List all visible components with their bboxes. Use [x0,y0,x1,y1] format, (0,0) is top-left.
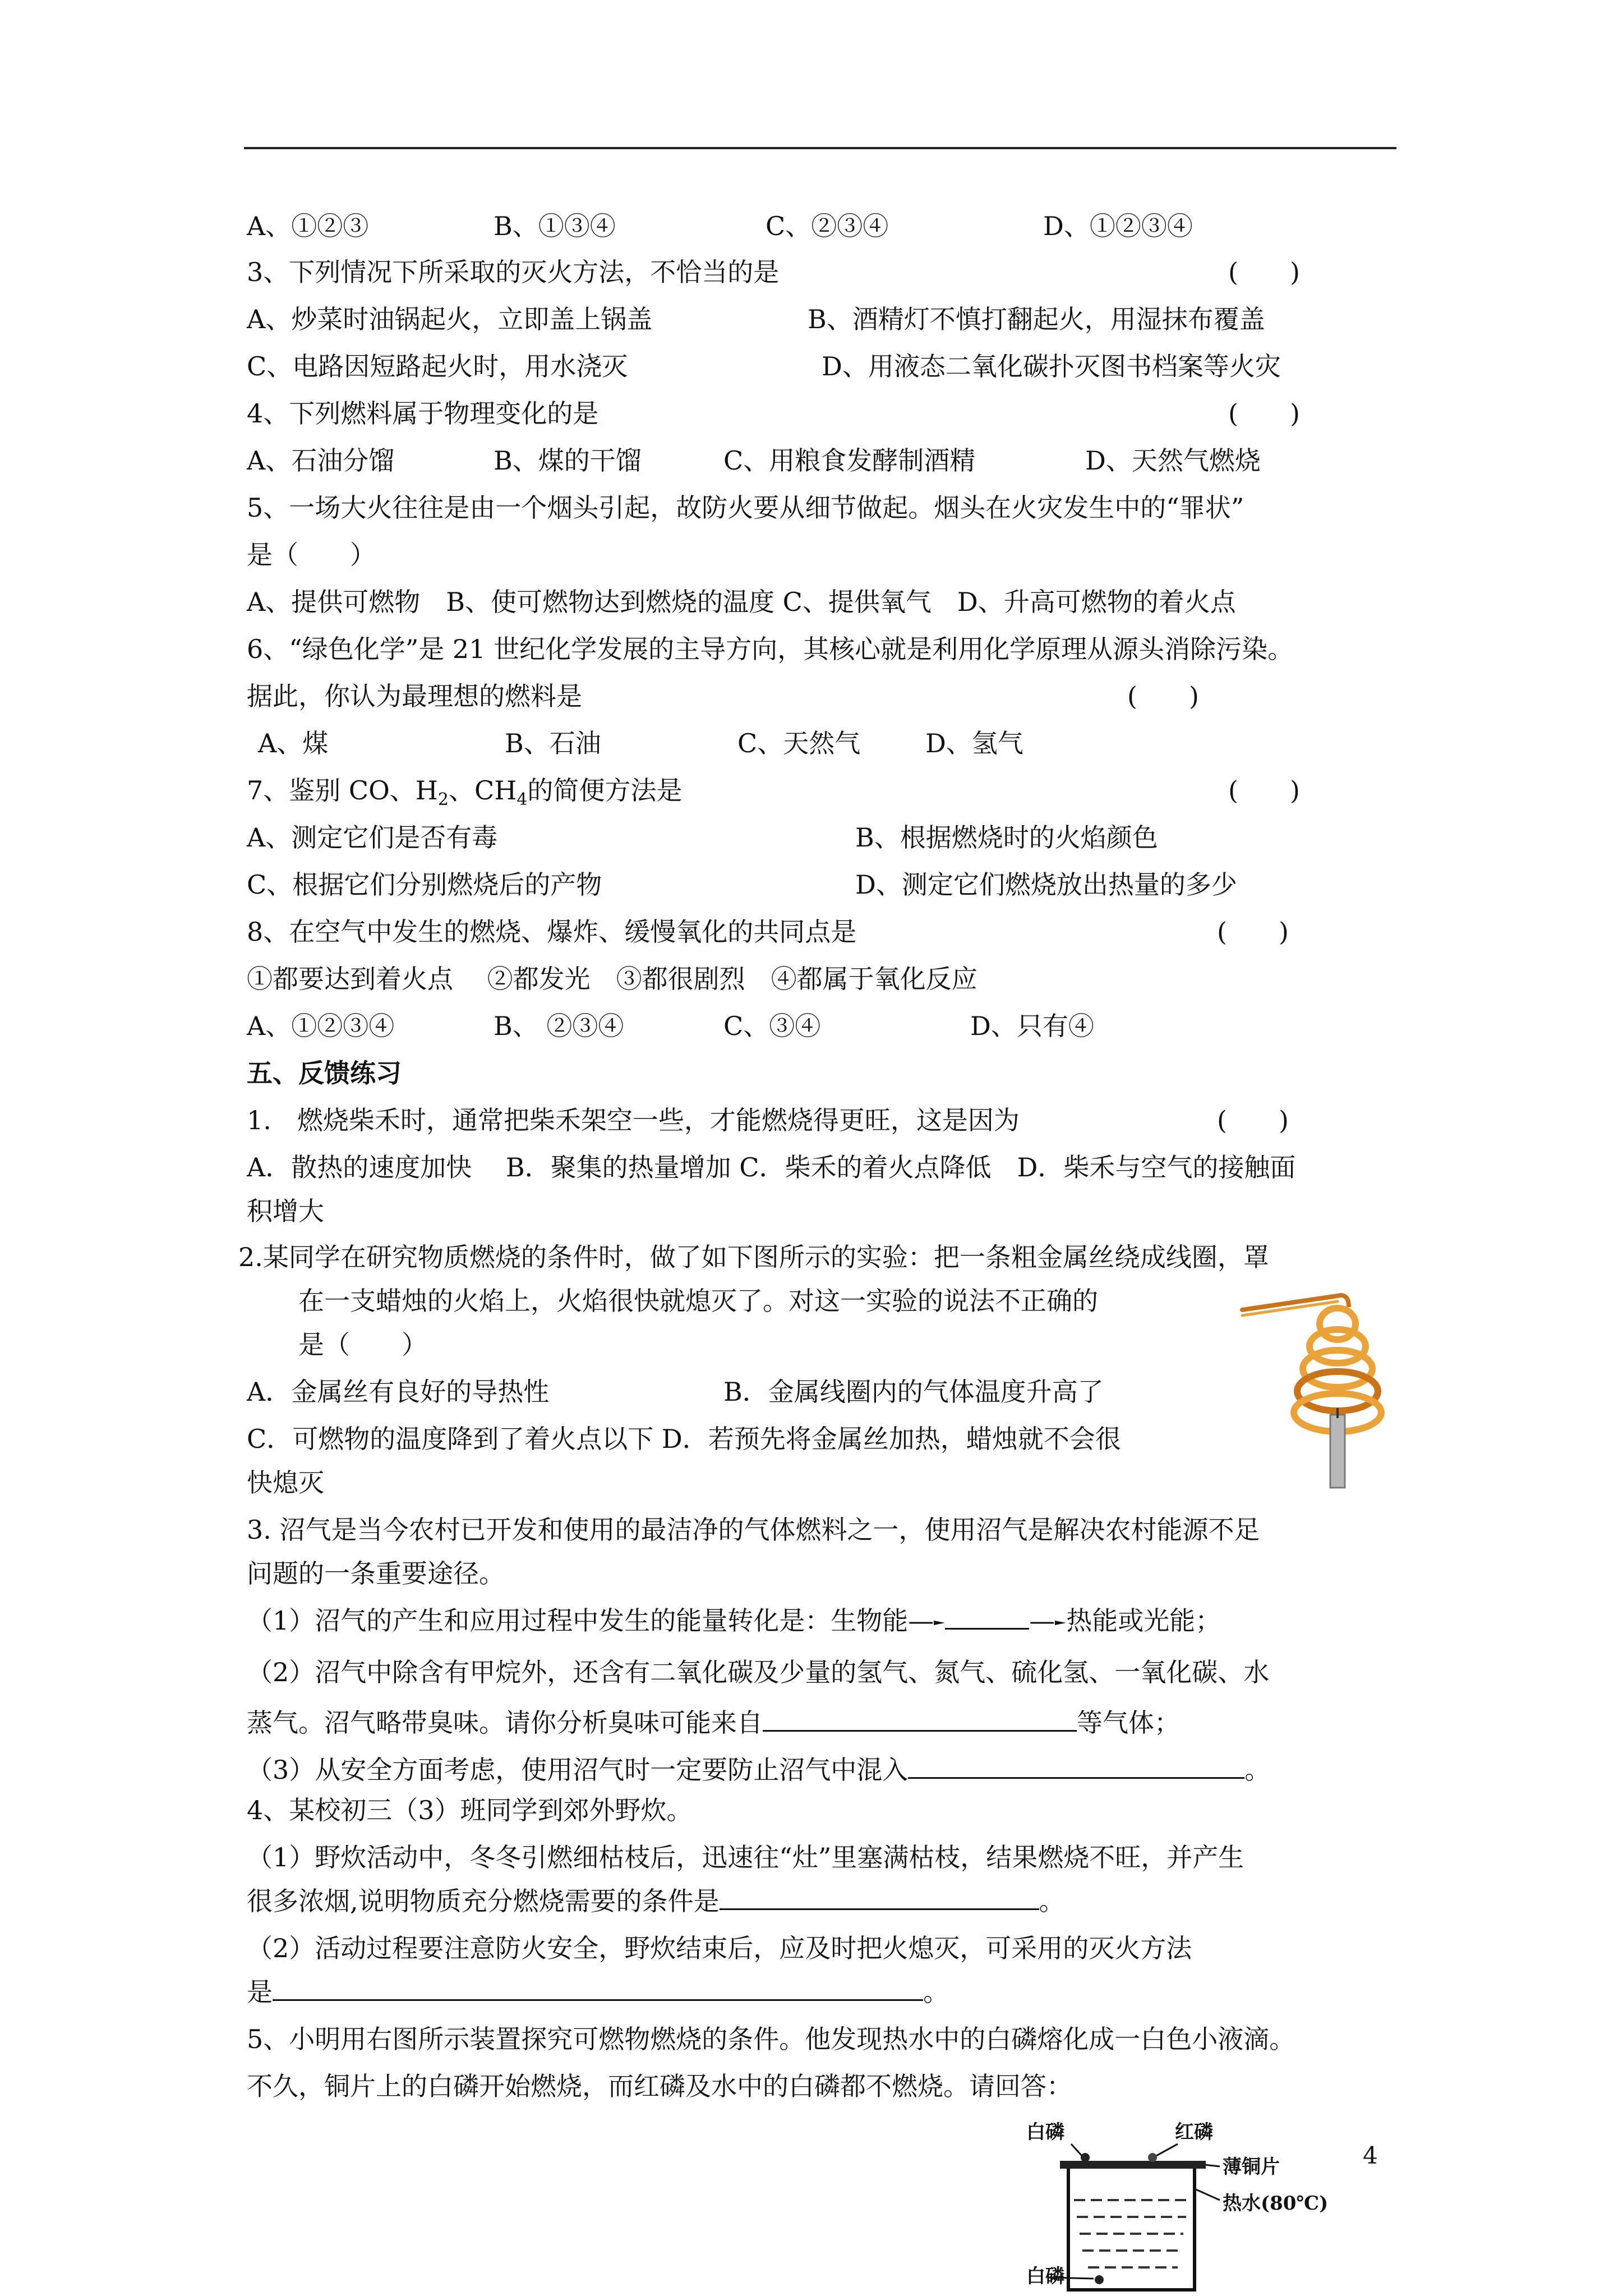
question-5-options: A、提供可燃物 B、使可燃物达到燃烧的温度 C、提供氧气 D、升高可燃物的着火点 [247,587,1236,617]
question-text: — [1029,1605,1055,1636]
feedback-question-4-1-cont [247,1884,1065,1918]
beaker-outline [1068,2169,1195,2290]
question-7-text: 、CH [449,775,517,806]
question-7 [247,773,682,808]
option-c-d: C．可燃物的温度降到了着火点以下 D．若预先将金属丝加热，蜡烛就不会很 [247,1424,1121,1454]
subscript: 2 [437,790,449,810]
question-text: 蒸气。沼气略带臭味。请你分析臭味可能来自 [247,1708,763,1738]
feedback-question-2-cont: 快熄灭 [247,1467,324,1498]
question-7-text: 的简便方法是 [527,775,683,806]
copper-plate [1060,2161,1206,2169]
answer-paren: ( ) [1228,775,1300,806]
question-text: 。 [1039,1886,1065,1916]
question-5: 5、一场大火往往是由一个烟头引起，故防火要从细节做起。烟头在火灾发生中的“罪状” [247,493,1244,523]
question-text: 热能或光能； [1066,1605,1221,1636]
question-7-text: 7、鉴别 CO、H [247,775,438,806]
label-white-phosphorus: 白磷 [1026,2121,1064,2143]
question-text: 。 [923,1977,949,2007]
question-8-statements: ①都要达到着火点 ②都发光 ③都很剧烈 ④都属于氧化反应 [247,964,978,994]
subscript: 4 [517,790,528,810]
feedback-question-1-options: A．散热的速度加快 B．聚集的热量增加 C．柴禾的着火点降低 D．柴禾与空气的接触面 [247,1152,1296,1182]
answer-paren: ( ) [1217,1105,1289,1135]
feedback-question-2-cont: 是（ ） [298,1329,427,1360]
feedback-question-5-cont: 不久，铜片上的白磷开始燃烧，而红磷及水中的白磷都不燃烧。请回答： [247,2071,1072,2101]
feedback-question-3-2: （2）沼气中除含有甲烷外，还含有二氧化碳及少量的氢气、氮气、硫化氢、一氧化碳、水 [247,1657,1270,1687]
coil-loop [1310,1329,1366,1363]
option-d: D、用液态二氧化碳扑灭图书档案等火灾 [822,351,1281,381]
question-text: 很多浓烟,说明物质充分燃烧需要的条件是 [247,1886,720,1916]
answer-blank[interactable] [720,1884,1039,1910]
feedback-question-3: 3. 沼气是当今农村已开发和使用的最洁净的气体燃料之一，使用沼气是解决农村能源不足 [247,1515,1260,1545]
arrow-right-icon [1055,1617,1066,1628]
question-6: 6、“绿色化学”是 21 世纪化学发展的主导方向，其核心就是利用化学原理从源头消除污染。 [247,634,1294,664]
coil-loop [1320,1308,1355,1340]
candle [1330,1415,1345,1488]
option-b: B、酒精灯不慎打翻起火，用湿抹布覆盖 [808,304,1265,334]
option-c: C、③④ [723,1011,821,1041]
question-text: （3）从安全方面考虑，使用沼气时一定要防止沼气中混入 [247,1755,909,1785]
page-number: 4 [1363,2142,1378,2169]
feedback-question-4: 4、某校初三（3）班同学到郊外野炊。 [247,1795,693,1825]
option-b: B、 ②③④ [494,1011,624,1041]
option-b: B、①③④ [494,211,616,241]
option-c: C、天然气 [737,728,861,758]
coil-candle-figure [1239,1290,1402,1492]
phosphorus-apparatus-figure [1026,2122,1329,2296]
feedback-question-4-1: （1）野炊活动中，冬冬引燃细枯枝后，迅速往“灶”里塞满枯枝，结果燃烧不旺，并产生 [247,1842,1244,1872]
feedback-question-5: 5、小明用右图所示装置探究可燃物燃烧的条件。他发现热水中的白磷熔化成一白色小液滴。 [247,2024,1295,2054]
question-text: （1）沼气的产生和应用过程中发生的能量转化是：生物能— [247,1605,934,1636]
feedback-question-4-2-cont [247,1975,949,2009]
section-heading: 五、反馈练习 [247,1058,402,1088]
option-b: B、根据燃烧时的火焰颜色 [855,822,1158,853]
option-a: A、石油分馏 [247,445,395,476]
option-d: D、测定它们燃烧放出热量的多少 [855,869,1237,900]
feedback-question-3-3 [247,1752,1270,1787]
option-c: C、②③④ [766,211,889,241]
answer-paren: ( ) [1228,257,1300,287]
question-text: 等气体； [1077,1708,1180,1738]
option-c: C、根据它们分别燃烧后的产物 [247,869,602,900]
answer-blank[interactable] [945,1603,1029,1630]
question-3: 3、下列情况下所采取的灭火方法，不恰当的是 [247,257,780,287]
option-d: D、氢气 [925,728,1023,758]
label-white-phosphorus-bottom: 白磷 [1026,2265,1064,2288]
feedback-question-2-cont: 在一支蜡烛的火焰上，火焰很快就熄灭了。对这一实验的说法不正确的 [298,1286,1098,1316]
option-a: A、①②③ [247,211,369,241]
option-a: A、炒菜时油锅起火，立即盖上锅盖 [247,304,653,334]
water-lines [1074,2200,1189,2267]
option-b: B、石油 [505,728,601,758]
feedback-question-3-1 [247,1603,1221,1638]
answer-blank[interactable] [273,1975,923,2001]
answer-paren: ( ) [1228,398,1300,429]
feedback-question-1-cont: 积增大 [247,1196,324,1226]
answer-blank[interactable] [763,1705,1077,1732]
question-6-cont: 据此，你认为最理想的燃料是 [247,681,582,711]
feedback-question-2: 2.某同学在研究物质燃烧的条件时，做了如下图所示的实验：把一条粗金属丝绕成线圈，罩 [238,1242,1269,1272]
option-a: A、①②③④ [247,1011,395,1041]
option-a: A．金属丝有良好的导热性 [247,1377,550,1407]
option-c: C、电路因短路起火时，用水浇灭 [247,351,628,381]
answer-paren: ( ) [1127,681,1199,711]
answer-paren: ( ) [1217,917,1289,947]
option-d: D、天然气燃烧 [1085,445,1261,476]
label-hot-water: 热水(80℃) [1223,2192,1329,2215]
feedback-question-4-2: （2）活动过程要注意防火安全，野炊结束后，应及时把火熄灭，可采用的灭火方法 [247,1933,1192,1963]
label-copper-plate: 薄铜片 [1223,2156,1280,2178]
feedback-question-3-2-cont [247,1705,1180,1740]
question-8: 8、在空气中发生的燃烧、爆炸、缓慢氧化的共同点是 [247,917,857,947]
header-rule [244,147,1396,149]
option-a: A、煤 [258,728,329,758]
feedback-question-3-cont: 问题的一条重要途径。 [247,1558,505,1589]
option-d: D、只有④ [970,1011,1094,1041]
submerged-white-phosphorus [1095,2275,1104,2284]
feedback-question-1: 1. 燃烧柴禾时，通常把柴禾架空一些，才能燃烧得更旺，这是因为 [247,1105,1020,1135]
option-d: D、①②③④ [1043,211,1193,241]
option-c: C、用粮食发酵制酒精 [723,445,976,476]
white-phosphorus-dot [1081,2153,1090,2162]
label-red-phosphorus: 红磷 [1175,2121,1213,2143]
option-b: B、煤的干馏 [494,445,642,476]
question-4: 4、下列燃料属于物理变化的是 [247,398,599,429]
option-a: A、测定它们是否有毒 [247,822,498,853]
option-b: B．金属线圈内的气体温度升高了 [723,1377,1104,1407]
answer-blank[interactable] [908,1752,1244,1779]
red-phosphorus-dot [1148,2153,1157,2162]
question-text: 是 [247,1977,273,2007]
question-text: 。 [1244,1755,1271,1785]
arrow-right-icon [934,1617,945,1628]
question-5-cont: 是（ ） [247,540,376,570]
